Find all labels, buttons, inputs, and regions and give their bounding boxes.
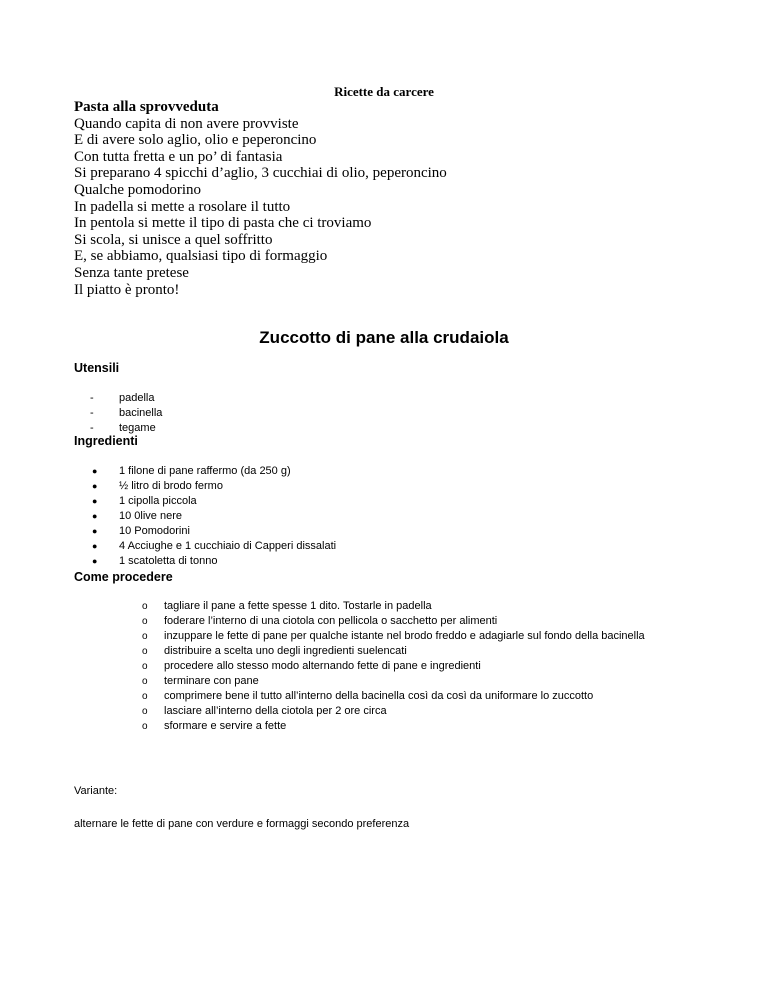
variante-label: Variante:: [74, 785, 118, 797]
list-item-text: terminare con pane: [164, 675, 259, 687]
utensili-heading: Utensili: [74, 361, 120, 375]
dash-marker: -: [90, 422, 94, 434]
list-item-text: tagliare il pane a fette spesse 1 dito. Tostarle in padella: [164, 600, 432, 612]
circle-bullet-icon: o: [142, 646, 148, 657]
list-item-text: padella: [119, 392, 155, 404]
bullet-icon: ●: [92, 526, 98, 536]
poem-line: Senza tante pretese: [74, 264, 189, 281]
dash-marker: -: [90, 392, 94, 404]
ingredienti-heading: Ingredienti: [74, 434, 138, 448]
list-item-text: 1 filone di pane raffermo (da 250 g): [119, 465, 291, 477]
list-item-text: 1 scatoletta di tonno: [119, 555, 218, 567]
list-item-text: ½ litro di brodo fermo: [119, 480, 223, 492]
list-item-text: distribuire a scelta uno degli ingredienti suelencati: [164, 645, 407, 657]
poem-block: [74, 99, 714, 298]
poem-line: Quando capita di non avere provviste: [74, 115, 299, 132]
procedere-heading: Come procedere: [74, 570, 173, 584]
list-item-text: tegame: [119, 422, 156, 434]
bullet-icon: ●: [92, 466, 98, 476]
bullet-icon: ●: [92, 511, 98, 521]
list-item-text: inzuppare le fette di pane per qualche istante nel brodo freddo e adagiarle sul fondo della bacinella: [164, 630, 645, 642]
list-item-text: lasciare all’interno della ciotola per 2 ore circa: [164, 705, 387, 717]
poem-line: Si scola, si unisce a quel soffritto: [74, 231, 273, 248]
list-item-text: foderare l’interno di una ciotola con pellicola o sacchetto per alimenti: [164, 615, 498, 627]
list-item-text: 10 0live nere: [119, 510, 182, 522]
bullet-icon: ●: [92, 541, 98, 551]
list-item-text: 1 cipolla piccola: [119, 495, 197, 507]
variante-text: alternare le fette di pane con verdure e formaggi secondo preferenza: [74, 818, 410, 830]
poem-line: E di avere solo aglio, olio e peperoncino: [74, 132, 317, 149]
list-item-text: sformare e servire a fette: [164, 720, 287, 732]
list-item-text: 4 Acciughe e 1 cucchiaio di Capperi dissalati: [119, 540, 337, 552]
poem-line: In pentola si mette il tipo di pasta che ci troviamo: [74, 215, 372, 232]
poem-line: Il piatto è pronto!: [74, 281, 180, 298]
list-item-text: bacinella: [119, 407, 163, 419]
dash-marker: -: [90, 407, 94, 419]
poem-line: In padella si mette a rosolare il tutto: [74, 198, 291, 215]
poem-line: E, se abbiamo, qualsiasi tipo di formaggio: [74, 248, 328, 265]
page-header-title: Ricette da carcere: [334, 84, 434, 99]
poem-line: Con tutta fretta e un po’ di fantasia: [74, 148, 283, 165]
circle-bullet-icon: o: [142, 691, 148, 702]
bullet-icon: ●: [92, 481, 98, 491]
circle-bullet-icon: o: [142, 721, 148, 732]
poem-line: Qualche pomodorino: [74, 181, 202, 198]
list-item-text: comprimere bene il tutto all’interno della bacinella così da così da uniformare lo zuccotto: [164, 690, 594, 702]
circle-bullet-icon: o: [142, 616, 148, 627]
circle-bullet-icon: o: [142, 601, 148, 612]
poem-line: Si preparano 4 spicchi d’aglio, 3 cucchiai di olio, peperoncino: [74, 165, 447, 182]
circle-bullet-icon: o: [142, 706, 148, 717]
list-item-text: 10 Pomodorini: [119, 525, 190, 537]
bullet-icon: ●: [92, 556, 98, 566]
circle-bullet-icon: o: [142, 676, 148, 687]
bullet-icon: ●: [92, 496, 98, 506]
circle-bullet-icon: o: [142, 661, 148, 672]
list-item-text: procedere allo stesso modo alternando fette di pane e ingredienti: [164, 660, 481, 672]
circle-bullet-icon: o: [142, 631, 148, 642]
poem-title: Pasta alla sprovveduta: [74, 99, 219, 115]
recipe-title: Zuccotto di pane alla crudaiola: [259, 328, 509, 347]
